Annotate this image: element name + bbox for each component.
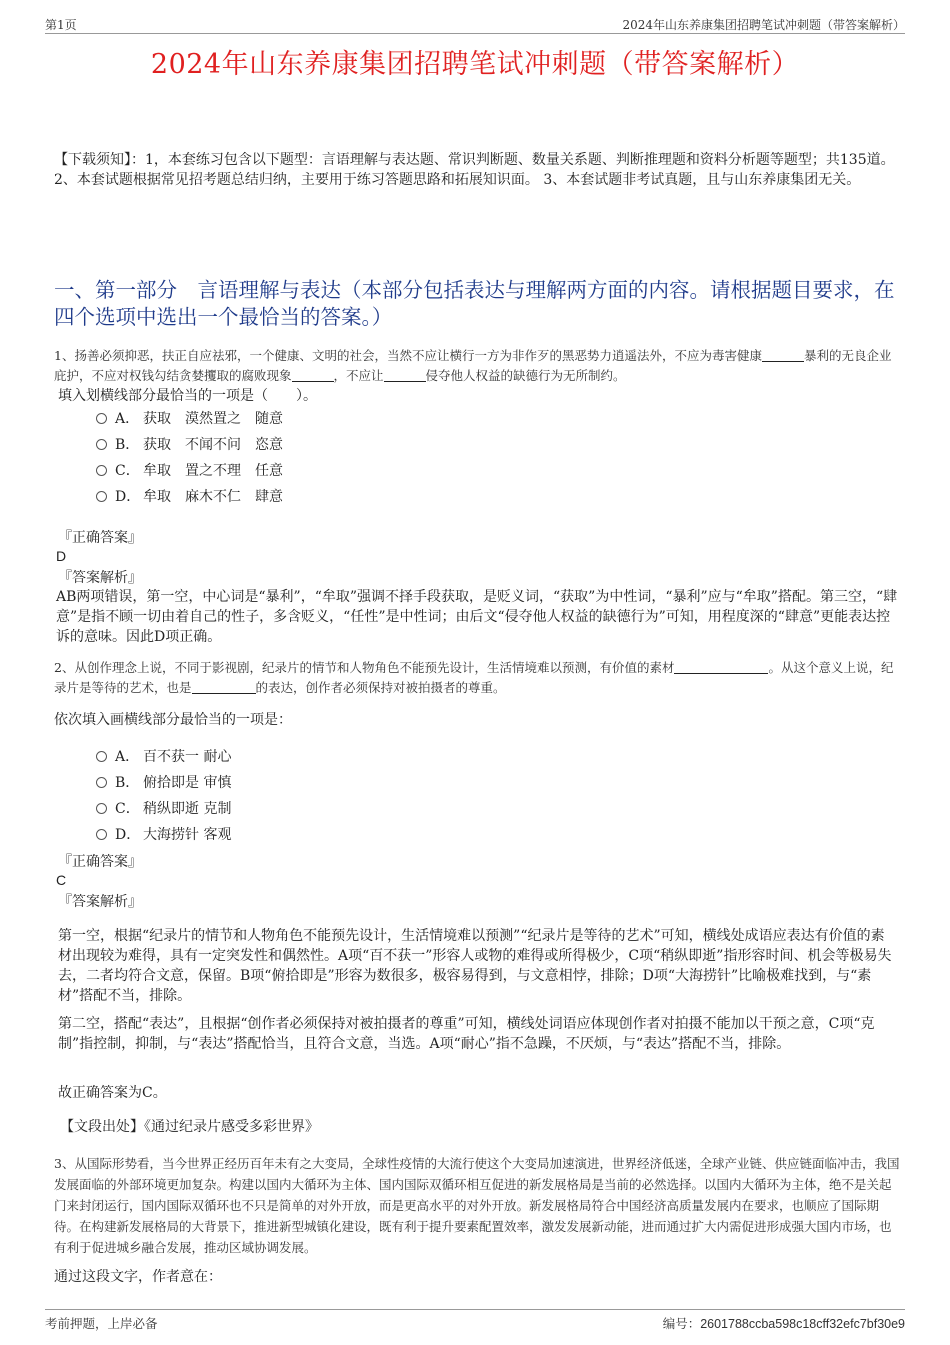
radio-icon[interactable] — [96, 803, 107, 814]
q2-text-part2: 。从这个意义上说，纪录片是等待的艺术，也是 — [54, 660, 894, 695]
q2-conclusion: 故正确答案为C。 — [58, 1085, 167, 1101]
q2-source — [60, 1117, 906, 1137]
q1-text-part3: ，不应让 — [333, 368, 384, 383]
question-1-stem — [54, 346, 900, 386]
footer-slogan: 考前押题，上岸必备 — [45, 1316, 158, 1331]
download-notice — [54, 150, 900, 190]
q1-answer: D — [56, 548, 67, 564]
q1-option-b[interactable]: B． 获取 不闻不问 恣意 — [96, 435, 283, 455]
q1-option-d[interactable]: D． 牟取 麻木不仁 肆意 — [96, 487, 283, 507]
q2-text-part3: 的表达，创作者必须保持对被拍摄者的尊重。 — [255, 680, 506, 695]
q2-option-d[interactable]: D． 大海捞针 客观 — [96, 825, 231, 845]
radio-icon[interactable] — [96, 491, 107, 502]
page-number: 第1页 — [45, 18, 77, 32]
q3-prompt: 通过这段文字，作者意在： — [54, 1269, 222, 1285]
q1-text-part4: 侵夺他人权益的缺德行为无所制约。 — [425, 368, 626, 383]
q2-source-title: 《通过纪录片感受多彩世界》 — [144, 1119, 319, 1135]
q1-analysis-label: 『答案解析』 — [58, 570, 142, 586]
q2-answer-label: 『正确答案』 — [58, 854, 142, 870]
q1-option-c[interactable]: C． 牟取 置之不理 任意 — [96, 461, 283, 481]
q2-analysis-label: 『答案解析』 — [58, 894, 142, 910]
radio-icon[interactable] — [96, 751, 107, 762]
radio-icon[interactable] — [96, 465, 107, 476]
q2-analysis-paragraph-1: 第一空，根据“纪录片的情节和人物角色不能预先设计，生活情境难以预测”“纪录片是等待的艺术”可知，横线处成语应表达有价值的素材出现较为难得，具有一定突发性和偶然性。A项“百不获一”形容人或物的难得或所得极少，C项“稍纵即逝”指形容时间、机会等极易失去，二者均符合文意，保留。B项“俯拾即是”形容为数很多，极容易得到，与文意相悖，排除；D项“大海捞针”比喻极难找到，与“素材”搭配不当，排除。 — [58, 928, 892, 1004]
question-3-stem: 3、从国际形势看，当今世界正经历百年未有之大变局，全球性疫情的大流行使这个大变局加速演进，世界经济低迷，全球产业链、供应链面临冲击，我国发展面临的外部环境更加复杂。构建以国内大循环为主体、国内国际双循环相互促进的新发展格局是当前的必然选择。以国内大循环为主体，绝不是关起门来封闭运行，国内国际双循环也不只是简单的对外开放，而是更高水平的对外开放。新发展格局符合中国经济高质量发展内在要求，也顺应了国际期待。在构建新发展格局的大背景下，推进新型城镇化建设，既有利于提升要素配置效率，激发发展新动能，进而通过扩大内需促进形成强大国内市场，也有利于促进城乡融合发展，推动区域协调发展。 — [54, 1156, 900, 1255]
q2-blank-1 — [674, 659, 768, 674]
q1-blank-3 — [384, 367, 426, 382]
q2-source-label: 【文段出处】 — [60, 1119, 144, 1135]
q2-answer: C — [56, 872, 67, 888]
radio-icon[interactable] — [96, 439, 107, 450]
q1-text-part1: 1、扬善必须抑恶，扶正自应祛邪，一个健康、文明的社会，当然不应让横行一方为非作歹的黑恶势力逍遥法外，不应为毒害健康 — [54, 348, 762, 363]
q1-option-a[interactable]: A． 获取 漠然置之 随意 — [96, 409, 283, 429]
section-heading: 一、第一部分 言语理解与表达（本部分包括表达与理解两方面的内容。请根据题目要求，在四个选项中选出一个最恰当的答案。） — [54, 278, 895, 329]
notice-label: 【下载须知】 — [54, 152, 131, 168]
question-2-stem — [54, 658, 900, 698]
q1-answer-label: 『正确答案』 — [58, 530, 142, 546]
q2-prompt: 依次填入画横线部分最恰当的一项是： — [54, 712, 292, 728]
radio-icon[interactable] — [96, 829, 107, 840]
header-divider — [45, 33, 905, 34]
radio-icon[interactable] — [96, 777, 107, 788]
q2-option-b[interactable]: B． 俯拾即是 审慎 — [96, 773, 231, 793]
q2-option-a[interactable]: A． 百不获一 耐心 — [96, 747, 231, 767]
running-header-title: 2024年山东养康集团招聘笔试冲刺题（带答案解析） — [622, 18, 905, 32]
q1-blank-1 — [762, 347, 804, 362]
q2-analysis-paragraph-2: 第二空，搭配“表达”，且根据“创作者必须保持对被拍摄者的尊重”可知，横线处词语应体现创作者对拍摄不能加以干预之意，C项“克制”指控制，抑制，与“表达”搭配恰当，且符合文意，当选。A项“耐心”指不急躁，不厌烦，与“表达”搭配不当，排除。 — [58, 1016, 875, 1052]
q2-text-part1: 2、从创作理念上说，不同于影视剧，纪录片的情节和人物角色不能预先设计，生活情境难以预测，有价值的素材 — [54, 660, 675, 675]
q1-analysis: AB两项错误，第一空，中心词是“暴利”，“牟取”强调不择手段获取，是贬义词，“获取”为中性词，“暴利”应与“牟取”搭配。第三空，“肆意”是指不顾一切由着自己的性子，多含贬义，“任性”是中性词；由后文“侵夺他人权益的缺德行为”可知，用程度深的“肆意”更能表达控诉的意味。因此D项正确。 — [56, 589, 898, 645]
q1-prompt: 填入划横线部分最恰当的一项是（ ）。 — [58, 388, 317, 404]
page-title: 2024年山东养康集团招聘笔试冲刺题（带答案解析） — [150, 49, 800, 80]
footer-doc-id: 编号：2601788ccba598c18cff32efc7bf30e9 — [662, 1317, 905, 1331]
q1-blank-2 — [292, 367, 334, 382]
q1-text-part2: 暴利的无良企业庇护，不应对权钱勾结贪婪攫取的腐败现象 — [54, 348, 892, 383]
q2-option-c[interactable]: C． 稍纵即逝 克制 — [96, 799, 231, 819]
radio-icon[interactable] — [96, 413, 107, 424]
notice-text: ：1，本套练习包含以下题型：言语理解与表达题、常识判断题、数量关系题、判断推理题和资料分析题等题型；共135道。 2、本套试题根据常见招考题总结归纳，主要用于练习答题思路和拓展知识面。 3、本套试题非考试真题，且与山东养康集团无关。 — [54, 152, 895, 188]
footer-divider — [45, 1309, 905, 1310]
q2-blank-2 — [192, 679, 256, 694]
